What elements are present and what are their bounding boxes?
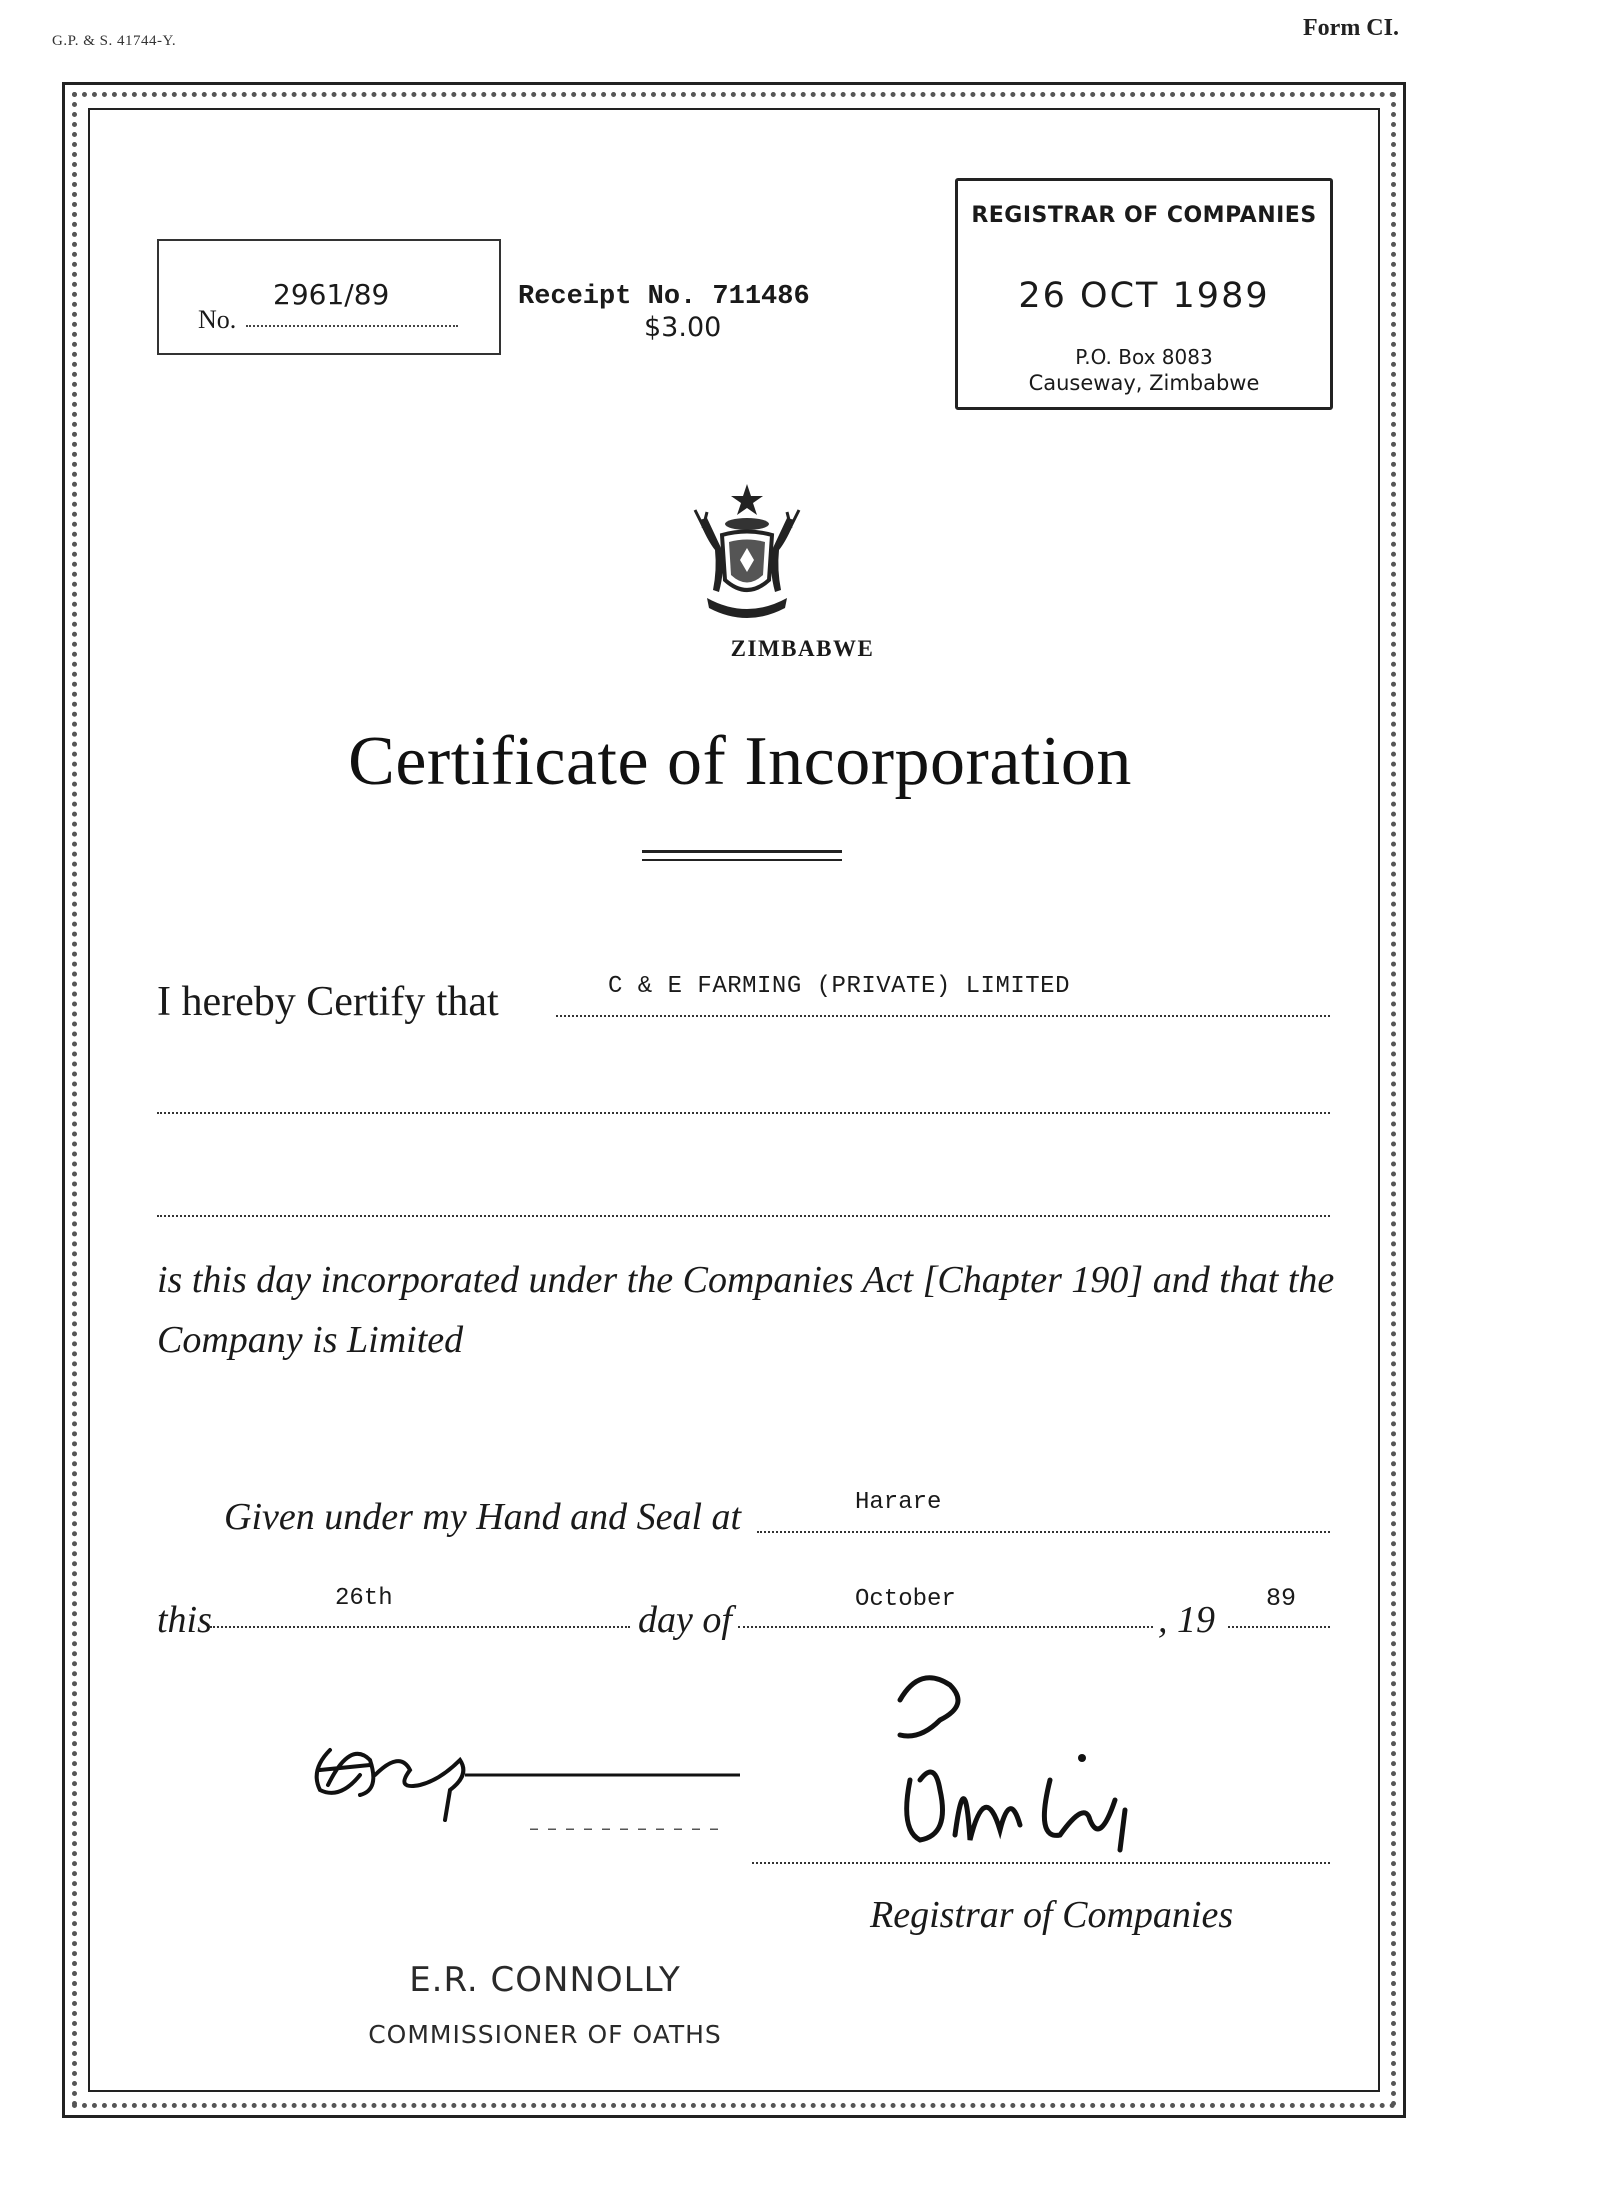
receipt-number: Receipt No. 711486 — [518, 282, 810, 312]
place-line — [757, 1531, 1330, 1533]
stamp-title: REGISTRAR OF COMPANIES — [971, 203, 1317, 228]
certificate-title: Certificate of Incorporation — [348, 723, 1132, 800]
title-rule — [642, 850, 842, 853]
stamp-date: 26 OCT 1989 — [1018, 276, 1270, 316]
month-value: October — [855, 1586, 956, 1613]
year-line — [1228, 1626, 1330, 1628]
day-of-label: day of — [638, 1599, 732, 1641]
certificate-number-label: No. — [198, 305, 237, 334]
certificate-number: 2961/89 — [273, 278, 390, 311]
receipt-fee: $3.00 — [644, 312, 722, 343]
commissioner-name: E.R. CONNOLLY — [409, 1960, 681, 2000]
commissioner-signature — [300, 1680, 740, 1830]
blank-line — [157, 1215, 1330, 1217]
form-code: Form CI. — [1303, 15, 1399, 41]
day-line — [210, 1626, 630, 1628]
country-name: ZIMBABWE — [730, 636, 875, 661]
stamp-po-box: P.O. Box 8083 — [1075, 345, 1213, 369]
registrar-stamp — [955, 178, 1333, 410]
stamp-city: Causeway, Zimbabwe — [1028, 371, 1260, 395]
commissioner-role: COMMISSIONER OF OATHS — [368, 2020, 722, 2049]
blank-line — [157, 1112, 1330, 1114]
registrar-title: Registrar of Companies — [870, 1894, 1234, 1936]
given-label: Given under my Hand and Seal at — [224, 1496, 742, 1538]
statement-line: is this day incorporated under the Companies Act [Chapter 190] and that the — [157, 1259, 1335, 1301]
certify-label: I hereby Certify that — [157, 979, 499, 1025]
place-value: Harare — [855, 1489, 942, 1516]
statement-line: Company is Limited — [157, 1319, 464, 1361]
month-line — [738, 1626, 1153, 1628]
certificate-number-line — [246, 325, 458, 327]
company-name-line — [556, 1015, 1330, 1017]
title-rule — [642, 859, 842, 861]
print-code: G.P. & S. 41744-Y. — [52, 33, 177, 49]
this-label: this — [157, 1599, 212, 1641]
registrar-signature — [860, 1660, 1190, 1870]
day-value: 26th — [335, 1585, 393, 1612]
year-prefix: , 19 — [1158, 1599, 1215, 1641]
incorporation-statement — [157, 1250, 1337, 1370]
year-value: 89 — [1266, 1584, 1297, 1613]
company-name: C & E FARMING (PRIVATE) LIMITED — [608, 973, 1070, 1000]
coat-of-arms-icon — [677, 480, 817, 630]
